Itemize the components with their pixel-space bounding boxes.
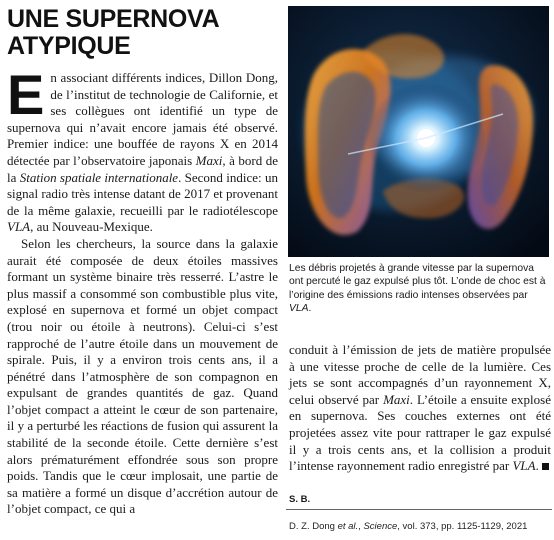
reference-line xyxy=(289,521,551,532)
reference-details: , vol. 373, pp. 1125-1129, 2021 xyxy=(397,521,528,532)
intro-station: Station spatiale internationale xyxy=(19,169,179,185)
drop-cap: E xyxy=(7,63,45,126)
caption-text: Les débris projetés à grande vitesse par la supernova ont percuté le gaz expulsé plus tôt. L’onde de choc est à l’origine des émissions radio intenses observées par xyxy=(289,263,546,301)
intro-maxi: Maxi xyxy=(195,152,223,168)
supernova-illustration xyxy=(288,6,549,257)
intro-text-2: , à bord de la xyxy=(7,152,278,185)
reference-authors: D. Z. Dong xyxy=(289,521,338,532)
reference-divider xyxy=(286,509,552,510)
article-headline xyxy=(7,6,277,60)
right-vla: VLA xyxy=(512,458,536,474)
intro-paragraph xyxy=(7,63,278,236)
intro-text-4: , au Nouveau-Mexique. xyxy=(30,219,153,235)
caption-vla: VLA xyxy=(289,303,309,315)
end-of-article-mark xyxy=(542,463,549,470)
body-paragraph-2: Selon les chercheurs, la source dans la galaxie aurait été composée de deux étoiles massives formant un système binaire très resserré. L’astre le plus massif a consommé son combustible plus vite, explosé en supernova et formé un objet compact (trou noir ou étoile à neutrons). Celui-ci s’est rapproché de l’autre étoile dans un mouvement de spirale. Puis, il y a environ trois cents ans, il a pénétré dans l’atmosphère de son compagnon en expulsant de grandes quantités de gaz. Quand l’objet compact a atteint le cœur de son partenaire, il y a perturbé les réactions de fusion qui assurent la stabilité de la seconde étoile. Cette dernière s’est alors prématurément effondrée sous son propre poids. Tandis que le cœur implosait, une partie de sa matière a formé un disque d’accrétion autour de l’objet compact, ce qui a xyxy=(7,235,278,517)
right-column xyxy=(289,342,551,475)
supernova-image xyxy=(288,6,549,257)
intro-vla: VLA xyxy=(7,219,31,235)
intro-text-3: . Second indice: un signal radio très intense datant de 2017 et provenant de la même galaxie, recueilli par le radiotélescope xyxy=(7,169,278,218)
right-text-1: conduit à l’émission de jets de matière propulsée à une vitesse proche de celle de la lumière. Ces jets se sont accompagnés d’un rayonnement X, celui observé par xyxy=(289,342,551,407)
reference-separator: , xyxy=(358,521,364,532)
caption-end: . xyxy=(308,303,312,315)
reference-journal: Science xyxy=(363,521,398,532)
reference-etal: et al. xyxy=(337,521,359,532)
headline-line-2: ATYPIQUE xyxy=(7,32,131,60)
intro-text-1: n associant différents indices, Dillon Dong, de l’institut de technologie de Californie, et ses collègues ont identifié un type de supernova qui n’avait encore jamais été observé. Premier indice: une bouffée de rayons X en 2014 détectée par l’observatoire japonais xyxy=(7,70,278,168)
right-text-3: . xyxy=(535,458,539,474)
right-maxi: Maxi xyxy=(383,391,410,407)
body-paragraph-3 xyxy=(289,342,551,475)
headline-line-1: UNE SUPERNOVA xyxy=(7,5,220,33)
figure-caption xyxy=(289,262,551,316)
author-signature: S. B. xyxy=(289,494,311,505)
left-column xyxy=(7,63,278,518)
right-text-2: . L’étoile a ensuite explosé en supernova. Ses couches externes ont été projetées assez vite pour rattraper le gaz expulsé il y a trois cents ans, et la collision a produit l’intense rayonnement radio enregistré par xyxy=(289,391,551,474)
